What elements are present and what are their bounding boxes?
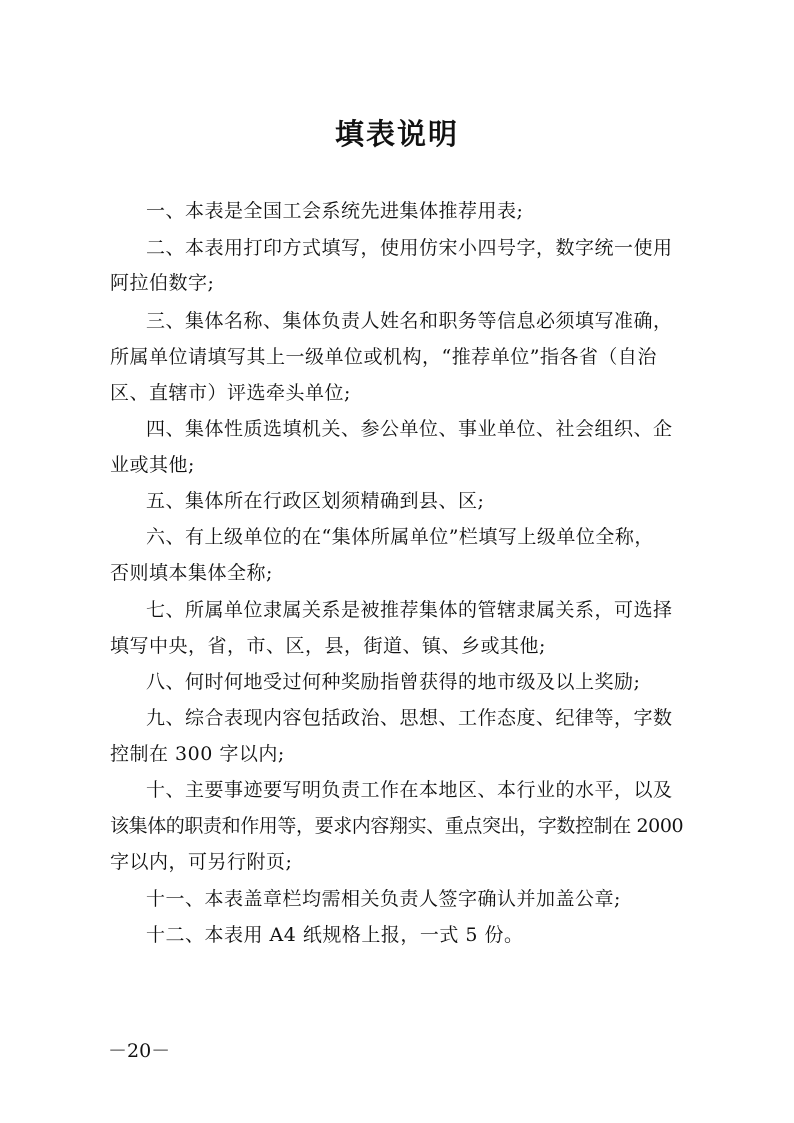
instruction-line: 所属单位请填写其上一级单位或机构，“推荐单位”指各省（自治 <box>110 346 657 368</box>
instruction-line: 十二、本表用 A4 纸规格上报，一式 5 份。 <box>146 924 524 946</box>
instruction-line: 九、综合表现内容包括政治、思想、工作态度、纪律等，字数 <box>146 707 673 729</box>
instruction-line: 填写中央，省，市、区，县，街道、镇、乡或其他; <box>110 635 546 657</box>
instruction-line: 控制在 300 字以内; <box>110 743 285 765</box>
instruction-line: 十一、本表盖章栏均需相关负责人签字确认并加盖公章; <box>146 888 621 910</box>
instruction-line: 二、本表用打印方式填写，使用仿宋小四号字，数字统一使用 <box>146 237 673 259</box>
document-title: 填表说明 <box>334 117 459 151</box>
instruction-line: 十、主要事迹要写明负责工作在本地区、本行业的水平，以及 <box>146 779 673 801</box>
instruction-line: 六、有上级单位的在“集体所属单位”栏填写上级单位全称， <box>146 526 654 548</box>
instruction-line: 该集体的职责和作用等，要求内容翔实、重点突出，字数控制在 2000 <box>110 815 684 837</box>
instruction-line: 区、直辖市）评选牵头单位; <box>110 382 351 404</box>
instruction-line: 一、本表是全国工会系统先进集体推荐用表; <box>146 200 524 222</box>
instruction-line: 业或其他; <box>110 454 195 476</box>
instruction-line: 五、集体所在行政区划须精确到县、区; <box>146 490 485 512</box>
instruction-line: 字以内，可另行附页; <box>110 851 293 873</box>
instruction-line: 八、何时何地受过何种奖励指曾获得的地市级及以上奖励; <box>146 671 641 693</box>
instruction-line: 否则填本集体全称; <box>110 562 273 584</box>
instruction-line: 四、集体性质选填机关、参公单位、事业单位、社会组织、企 <box>146 418 673 440</box>
instruction-line: 三、集体名称、集体负责人姓名和职务等信息必须填写准确， <box>146 310 673 332</box>
instruction-line: 七、所属单位隶属关系是被推荐集体的管辖隶属关系，可选择 <box>146 599 673 621</box>
page-number: －20－ <box>108 1040 171 1062</box>
instruction-line: 阿拉伯数字; <box>110 272 215 294</box>
